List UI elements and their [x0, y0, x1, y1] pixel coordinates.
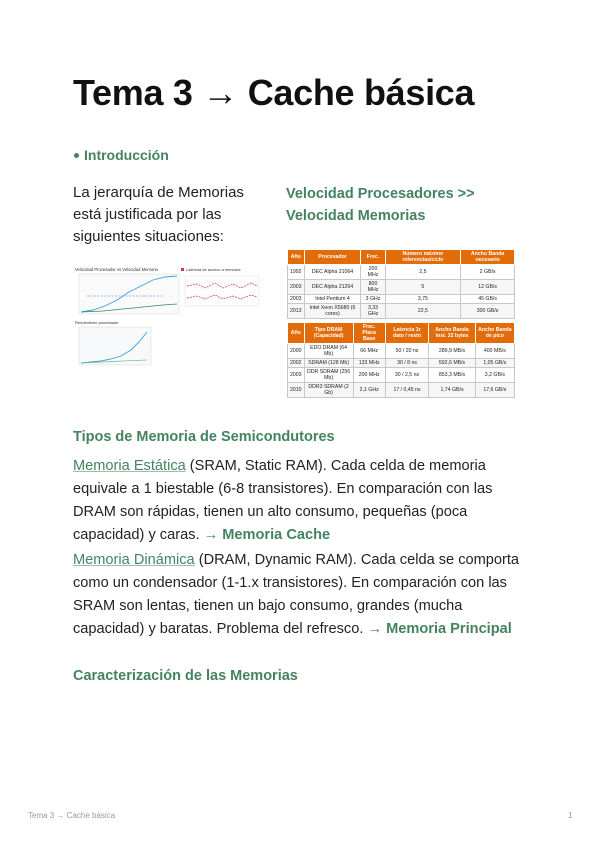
table1-cell: Intel Xeon X5680 (6 cores)	[304, 304, 361, 319]
table2-cell: 200 MHz	[353, 368, 385, 383]
intro-text: La jerarquía de Memorias está justificada por las siguientes situaciones:	[73, 184, 244, 245]
table1-cell: 3 GHz	[361, 295, 385, 304]
table2-header-1: Tipo DRAM (Capacidad)	[304, 323, 353, 344]
table2-cell: SDRAM (128 Mb)	[304, 359, 353, 368]
processor-table	[287, 249, 515, 319]
table1-cell: 2 GB/s	[461, 265, 515, 280]
section-tipos-memoria: Tipos de Memoria de Semicondutores	[73, 429, 335, 445]
page-title: Tema 3 → Cache básica	[73, 72, 475, 113]
table1-cell: 300 GB/s	[461, 304, 515, 319]
table2-cell: 2003	[288, 368, 305, 383]
section-caracterizacion: Caracterización de las Memorias	[73, 668, 298, 684]
table-row	[288, 368, 515, 383]
table2-cell: 592,6 MB/s	[429, 359, 475, 368]
static-memory-link[interactable]: Memoria Estática	[73, 458, 186, 474]
table2-cell: 289,9 MB/s	[429, 344, 475, 359]
static-memory-arrow: → Memoria Cache	[203, 527, 331, 543]
table1-header-3: Número máximo referencias/ciclo	[385, 250, 461, 265]
table2-cell: 3,2 GB/s	[475, 368, 514, 383]
bullet-dot	[74, 153, 79, 158]
table-row	[288, 280, 515, 295]
velocity-line-2: Velocidad Memorias	[286, 208, 426, 224]
table2-cell: 30 / 2,5 ns	[385, 368, 429, 383]
table2-cell: 1,74 GB/s	[429, 383, 475, 398]
table2-cell: 17 / 0,45 ns	[385, 383, 429, 398]
table-row	[288, 359, 515, 368]
table1-cell: DEC Alpha 21264	[304, 280, 361, 295]
table-row	[288, 304, 515, 319]
table2-cell: 50 / 20 ns	[385, 344, 429, 359]
table2-cell: 400 MB/s	[475, 344, 514, 359]
mini-chart-legend: Latencia de acceso a memoria	[186, 267, 241, 272]
table2-header-0: Año	[288, 323, 305, 344]
table2-cell: 2002	[288, 359, 305, 368]
table2-cell: 853,3 MB/s	[429, 368, 475, 383]
table1-cell: Intel Pentium 4	[304, 295, 361, 304]
table1-cell: DEC Alpha 21064	[304, 265, 361, 280]
mini-chart-title: Velocidad Procesador vs Velocidad Memoria	[75, 267, 158, 272]
velocity-heading	[286, 183, 516, 227]
table1-cell: 2003	[288, 295, 305, 304]
table1-cell: 45 GB/s	[461, 295, 515, 304]
table1-cell: 1992	[288, 265, 305, 280]
table2-cell: 2010	[288, 383, 305, 398]
dynamic-memory-link[interactable]: Memoria Dinámica	[73, 552, 195, 568]
static-memory-text: (SRAM, Static RAM). Cada celda de memoria equivale a 1 biestable (6-8 transistores). En comparación con las DRAM son rápidas, tienen un alto consumo, pequeñas (poca capacidad) y caras.	[73, 458, 493, 543]
bullet-introduccion	[84, 147, 169, 163]
velocity-line-1: Velocidad Procesadores >>	[286, 186, 475, 202]
table1-cell: 200 MHz	[361, 265, 385, 280]
table2-cell: DDR SDRAM (256 Mb)	[304, 368, 353, 383]
dynamic-memory-arrow: → Memoria Principal	[367, 621, 512, 637]
table1-cell: 800 MHz	[361, 280, 385, 295]
static-memory-paragraph	[73, 455, 523, 547]
table1-header-0: Año	[288, 250, 305, 265]
table1-header-1: Procesador	[304, 250, 361, 265]
table1-cell: 5	[385, 280, 461, 295]
mini-chart-subtitle: Rendimiento procesador	[75, 320, 119, 325]
dram-table	[287, 322, 515, 398]
table1-cell: 2,5	[385, 265, 461, 280]
table2-header-4: Ancho Banda inst. 32 bytes	[429, 323, 475, 344]
table2-cell: 2,1 GHz	[353, 383, 385, 398]
dynamic-memory-text: (DRAM, Dynamic RAM). Cada celda se comporta como un condensador (1-1.x transistores). En comparación con las SRAM son lentas, tienen un bajo consumo, grandes (mucha capacidad) y baratas. Problema del refresco.	[73, 552, 520, 637]
table1-cell: 2013	[288, 304, 305, 319]
table-row	[288, 344, 515, 359]
table2-cell: 30 / 8 ns	[385, 359, 429, 368]
table2-cell: 1,05 GB/s	[475, 359, 514, 368]
mini-chart-plot-2	[185, 276, 259, 306]
table2-cell: EDO DRAM (64 Mb)	[304, 344, 353, 359]
table2-cell: 17,6 GB/s	[475, 383, 514, 398]
table-row	[288, 295, 515, 304]
table2-header-2: Frec. Placa Base	[353, 323, 385, 344]
table1-cell: 2003	[288, 280, 305, 295]
table1-cell: 22,5	[385, 304, 461, 319]
mini-chart-plot-3	[79, 327, 151, 365]
table-row	[288, 265, 515, 280]
table1-cell: 12 GB/s	[461, 280, 515, 295]
dynamic-memory-paragraph	[73, 549, 523, 641]
table1-cell: 3,75	[385, 295, 461, 304]
table1-header-4: Ancho Banda necesario	[461, 250, 515, 265]
page-number: 1	[568, 811, 573, 820]
mini-legend-swatch	[181, 268, 184, 271]
table2-cell: 2000	[288, 344, 305, 359]
table1-header-2: Frec.	[361, 250, 385, 265]
table2-cell: DDR3 SDRAM (2 Gb)	[304, 383, 353, 398]
table2-cell: 66 MHz	[353, 344, 385, 359]
table-row	[288, 383, 515, 398]
table2-cell: 133 MHz	[353, 359, 385, 368]
table2-header-3: Latencia 1r dato / resto	[385, 323, 429, 344]
table2-header-5: Ancho Banda de pico	[475, 323, 514, 344]
footer-title: Tema 3 → Cache básica	[28, 811, 116, 820]
bullet-label: Introducción	[84, 147, 169, 163]
table1-cell: 3,33 GHz	[361, 304, 385, 319]
processor-memory-chart	[73, 264, 263, 374]
